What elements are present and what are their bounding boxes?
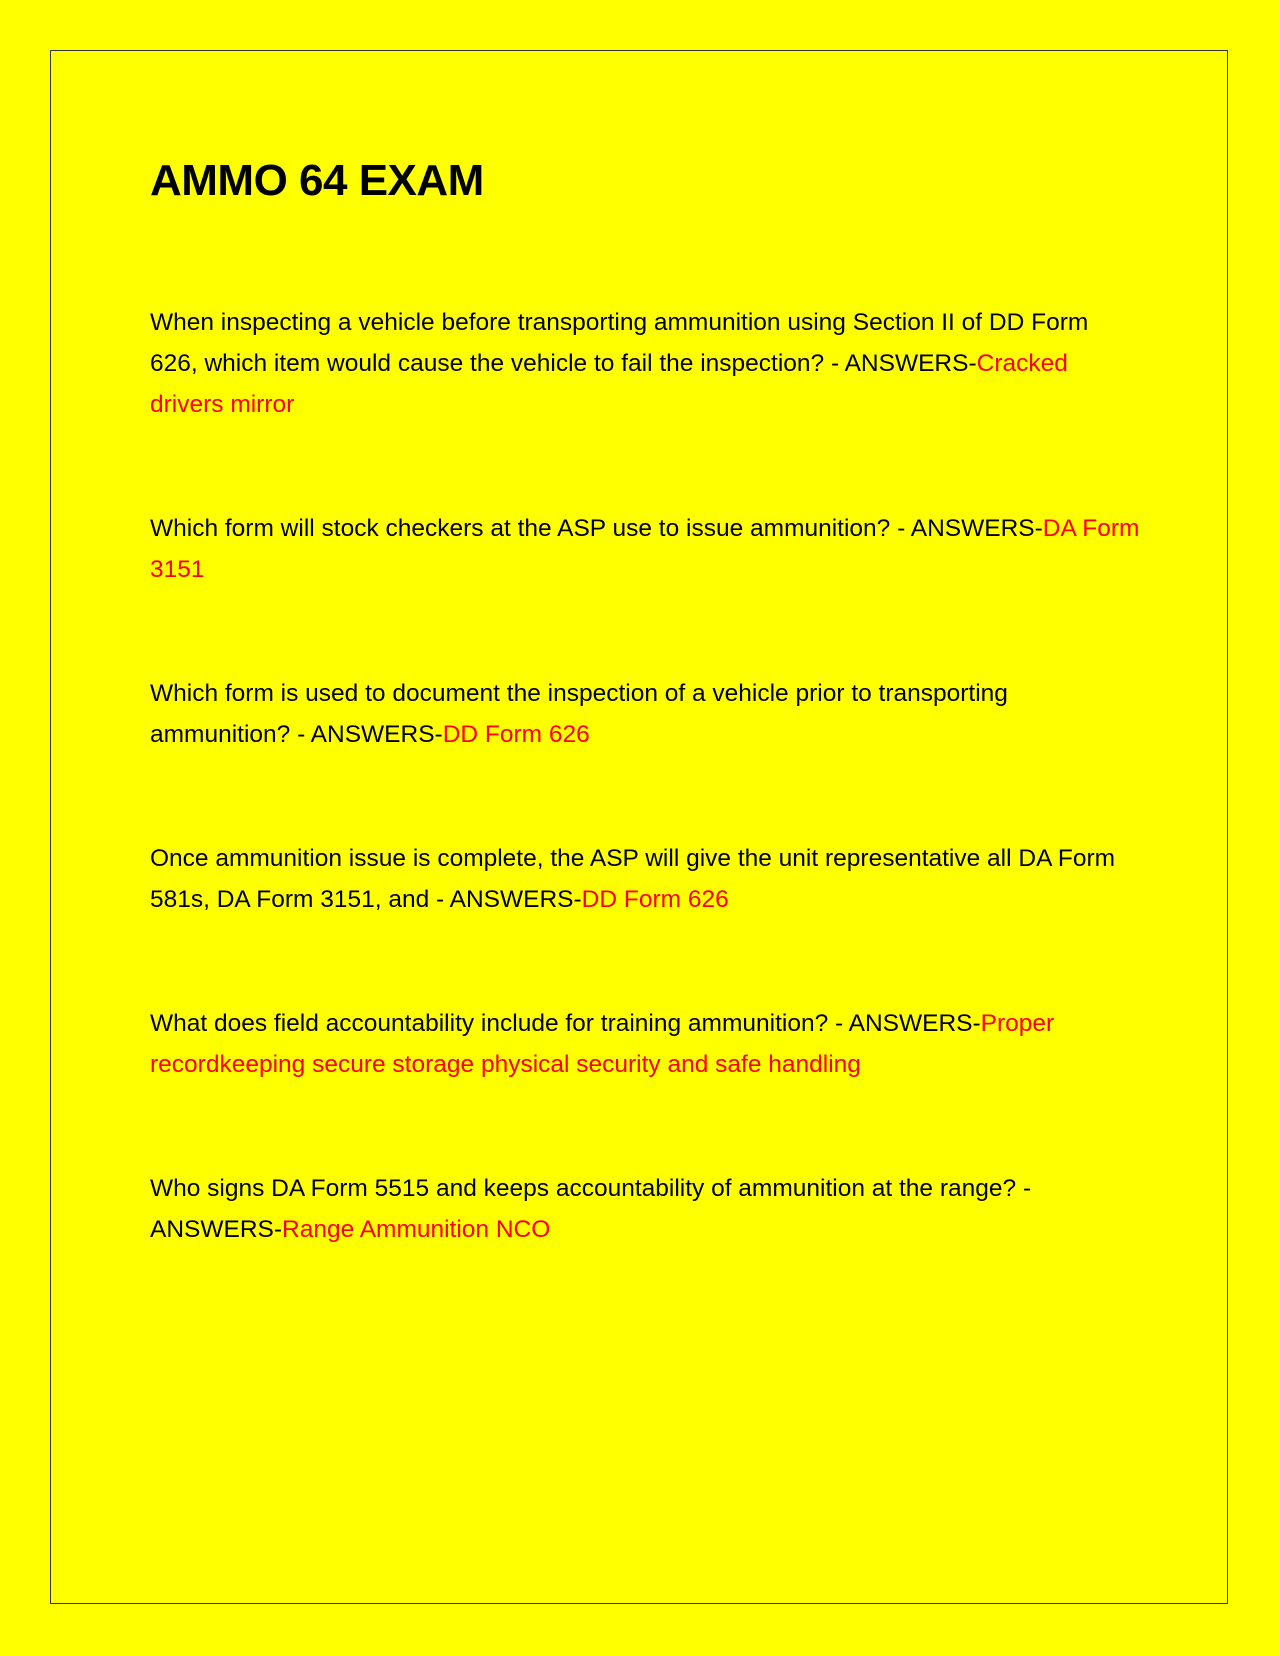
answers-separator: - ANSWERS-	[828, 1009, 981, 1037]
answers-separator: - ANSWERS-	[290, 720, 443, 748]
document-title: AMMO 64 EXAM	[150, 156, 484, 205]
qa-item	[150, 302, 1140, 425]
qa-item	[150, 838, 1140, 920]
answer-text: Range Ammunition NCO	[282, 1215, 551, 1243]
answer-text: Proper recordkeeping secure storage physical security and safe handling	[150, 1009, 1055, 1078]
qa-item	[150, 1003, 1140, 1085]
answer-text: DD Form 626	[442, 720, 590, 748]
question-text: What does field accountability include for training ammunition?	[150, 1009, 829, 1037]
answers-separator: - ANSWERS-	[890, 514, 1043, 542]
question-text: Who signs DA Form 5515 and keeps accountability of ammunition at the range?	[150, 1174, 1017, 1202]
answer-text: DA Form 3151	[150, 514, 1140, 583]
qa-item	[150, 1168, 1140, 1250]
question-text: Once ammunition issue is complete, the ASP will give the unit representative all DA Form 581s, DA Form 3151, and	[150, 844, 1116, 913]
question-text: Which form will stock checkers at the ASP use to issue ammunition?	[150, 514, 891, 542]
answers-separator: - ANSWERS-	[824, 349, 977, 377]
question-text: Which form is used to document the inspection of a vehicle prior to transporting ammunition?	[150, 679, 1008, 748]
answer-text: DD Form 626	[581, 885, 729, 913]
answers-separator: - ANSWERS-	[150, 1174, 1032, 1243]
answers-separator: - ANSWERS-	[429, 885, 582, 913]
document-content	[150, 155, 1140, 1333]
question-text: When inspecting a vehicle before transporting ammunition using Section II of DD Form 626, which item would cause the vehicle to fail the inspection?	[150, 308, 1089, 377]
qa-item	[150, 673, 1140, 755]
answer-text: Cracked drivers mirror	[150, 349, 1068, 418]
qa-item	[150, 508, 1140, 590]
